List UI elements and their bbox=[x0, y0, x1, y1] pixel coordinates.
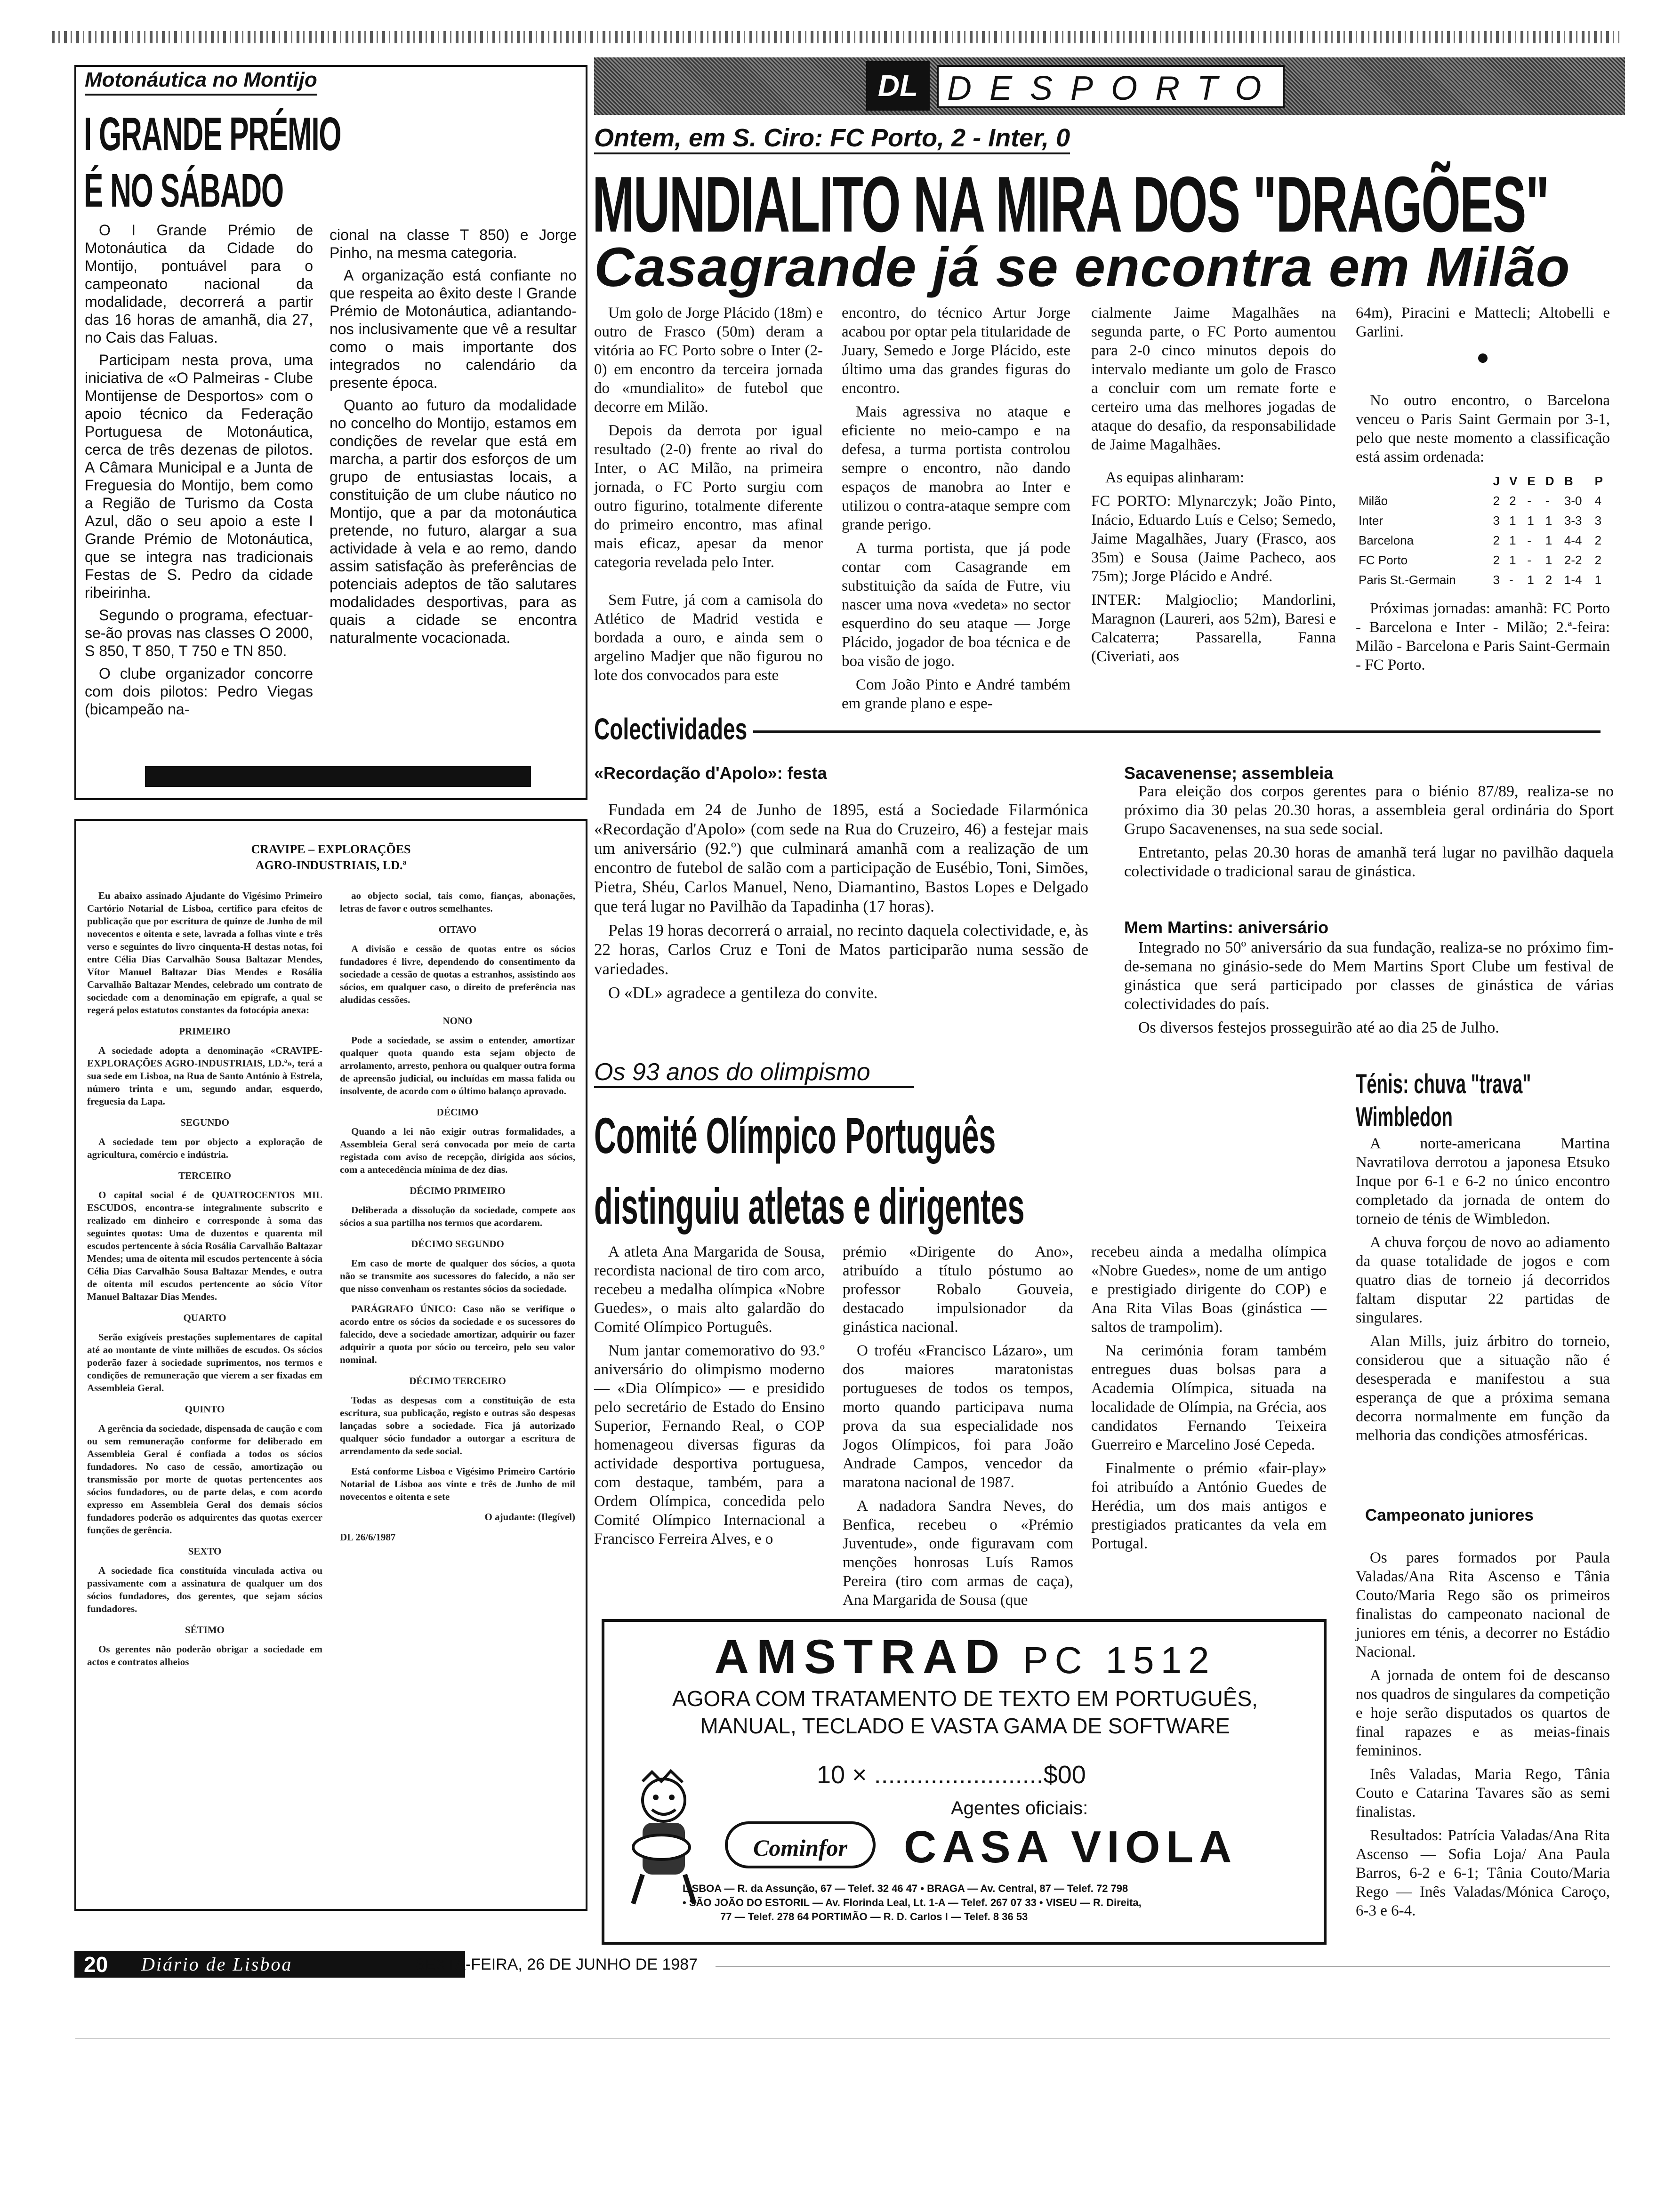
recordacao-title: «Recordação d'Apolo»: festa bbox=[594, 763, 827, 783]
olimpismo-title-2: distinguiu atletas e dirigentes bbox=[594, 1178, 1025, 1234]
mundialito-col3: cialmente Jaime Magalhães na segunda parte, o FC Porto aumentou para 2-0 cinco minutos depois do intervalo mediante um golo de Frasco a concluir com um remate forte e certeiro uma das melhores jogadas de ataque do desafio, da responsabilidade de Jaime Magalhães. As equipas alinharam: FC PORTO: Mlynarczyk; João Pinto, Inácio, Eduardo Luís e Celso; Semedo, Jaime Magalhães, Juary (Frasco, aos 35m) e Sousa (Jaime Pacheco, aos 75m); Jorge Plácido e André. INTER: Malgioclio; Mandorlini, Maragnon (Laureri, aos 52m), Baresi e Calcaterra; Passarella, Fanna (Civeriati, aos bbox=[1091, 305, 1336, 665]
ad-agents-label: Agentes oficiais: bbox=[951, 1798, 1088, 1819]
sacavenense-text: Para eleição dos corpos gerentes para o biénio 87/89, realiza-se no próximo dia 30 pelas 20.30 horas, a assembleia geral ordinária do Sport Grupo Sacavenenses, na sua sede social. Entretanto, pelas 20.30 horas de amanhã terá lugar no pavilhão daquela colectividade o tradicional sarau de ginástica. bbox=[1124, 783, 1614, 880]
ad-brand bbox=[612, 1629, 1318, 1684]
motonautica-kicker: Motonáutica no Montijo bbox=[85, 68, 317, 96]
mundialito-col2: encontro, do técnico Artur Jorge acabou por optar pela titularidade de Juary, Semedo e Jorge Plácido, este último uma das grandes figuras do encontro. Mais agressiva no ataque e eficiente no meio-campo e na defesa, a turma portista controlou sempre o encontro, não dando espaços de manobra ao Inter e utilizou o contra-ataque sempre com grande perigo. A turma portista, que já pode contar com Casagrande em substituição da saída de Futre, viu nascer uma nova «vedeta» no sector esquerdino do seu ataque — Jorge Plácido, jogador de boa técnica e de boa visão de jogo. Com João Pinto e André também em grande plano e espe- bbox=[842, 305, 1070, 712]
footer-page-number: 20 bbox=[84, 1952, 108, 1977]
olimpismo-col2: prémio «Dirigente do Ano», atribuído a título póstumo ao professor Robalo Gouveia, destacado impulsionador da ginástica nacional. O troféu «Francisco Lázaro», um dos maiores maratonistas portugueses de todos os tempos, morto quando participava numa prova da sua especialidade nos Jogos Olímpicos, foi para João Andrade Campos, vencedor da maratona nacional de 1987. A nadadora Sandra Neves, do Benfica, recebeu o «Prémio Juventude», onde figuravam com menções honrosas Luís Ramos Pereira (tiro com armas de caça), Ana Margarida de Sousa (que bbox=[843, 1243, 1073, 1609]
olimpismo-kicker: Os 93 anos do olimpismo bbox=[594, 1058, 914, 1088]
standings-header: J V E D B P bbox=[1493, 474, 1603, 488]
table-row: FC Porto 2 1 - 1 2-2 2 bbox=[1359, 553, 1602, 567]
juniores-title: Campeonato juniores bbox=[1365, 1506, 1534, 1524]
ad-model: PC 1512 bbox=[1023, 1639, 1216, 1681]
sacavenense-title: Sacavenense; assembleia bbox=[1124, 763, 1334, 783]
tenis-title-1: Ténis: chuva "trava" bbox=[1356, 1069, 1531, 1099]
olimpismo-col3: recebeu ainda a medalha olímpica «Nobre Guedes», nome de um antigo e prestigiado dirigente do COP) e Ana Rita Vilas Boas (ginástica — saltos de trampolim). Na cerimónia foram também entregues duas bolsas para a Academia Olímpica, situada na localidade de Olímpia, na Grécia, aos candidatos Fernando Teixeira Guerreiro e Marcelino José Cepeda. Finalmente o prémio «fair-play» foi atribuído a António Guedes de Herédia, um dos mais antigos e prestigiados praticantes da vela em Portugal. bbox=[1091, 1243, 1327, 1552]
bottom-faint-line bbox=[75, 2038, 1610, 2039]
ad-line-1: AGORA COM TRATAMENTO DE TEXTO EM PORTUGUÊS, bbox=[672, 1686, 1258, 1711]
tenis-title-2: Wimbledon bbox=[1356, 1102, 1453, 1132]
legal-col-left: Eu abaixo assinado Ajudante do Vigésimo Primeiro Cartório Notarial de Lisboa, certifico para efeitos de publicação que por escritura de quinze de Junho de mil novecentos e oitenta e sete, lavrada a folhas vinte e três verso e seguintes do livro cinquenta-H destas notas, foi entre Célia Dias Carvalhão Sousa Baltazar Mendes, Vítor Manuel Baltazar Dias Mendes e Rosália Carvalhão Baltazar Mendes, celebrado um contrato de sociedade com a denominação em epígrafe, a qual se regerá pelos estatutos constantes da fotocópia anexa: PRIMEIRO A sociedade adopta a denominação «CRAVIPE-EXPLORAÇÕES AGRO-INDUSTRIAIS, LD.ª», terá a sua sede em Lisboa, na Rua de Santo António à Estrela, número trinta e um, segundo andar, esquerdo, freguesia da Lapa. SEGUNDO A sociedade tem por objecto a exploração de agricultura, comércio e indústria. TERCEIRO O capital social é de QUATROCENTOS MIL ESCUDOS, encontra-se integralmente subscrito e realizado em dinheiro e corresponde à soma das seguintes quotas: Uma de duzentos e quarenta mil escudos pertencente à sócia Rosália Carvalhão Baltazar Mendes; uma de oitenta mil escudos pertencente à sócia Célia Dias Carvalhão Sousa Baltazar Mendes, e outra de oitenta mil escudos pertencente ao sócio Vítor Manuel Baltazar Dias Mendes. QUARTO Serão exigíveis prestações suplementares de capital até ao montante de vinte milhões de escudos. Os sócios poderão fazer à sociedade suprimentos, nos termos e condições de remuneração que vierem a ser fixadas em Assembleia Geral. QUINTO A gerência da sociedade, dispensada de caução e com ou sem remuneração conforme for deliberado em Assembleia Geral é confiada a todos os sócios fundadores. No caso de cessão, amortização ou transmissão por morte de quotas pertencentes aos sócios fundadores, ou de parte delas, e com acordo expresso em Assembleia Geral dos demais sócios fundadores poderão os adquirentes das quotas exercer funções de gerência. SEXTO A sociedade fica constituída vinculada activa ou passivamente com a assinatura de qualquer um dos sócios fundadores, dos gerentes, que sejam sócios fundadores. SÉTIMO Os gerentes não poderão obrigar a sociedade em actos e contratos alheios bbox=[87, 890, 322, 1667]
colectividades-rule bbox=[753, 730, 1601, 733]
table-row: Paris St.-Germain 3 - 1 2 1-4 1 bbox=[1359, 573, 1602, 587]
bullet-dot bbox=[1478, 353, 1488, 363]
ad-address-2: • SÃO JOÃO DO ESTORIL — Av. Florinda Leal, Lt. 1-A — Telef. 267 07 33 • VISEU — R. Direita, bbox=[683, 1897, 1142, 1908]
legal-col-right: ao objecto social, tais como, fianças, abonações, letras de favor e outros semelhantes. OITAVO A divisão e cessão de quotas entre os sócios fundadores é livre, dependendo do consentimento da sociedade a cessão de quotas a estranhos, assistindo aos sócios, em qualquer caso, o direito de preferência nas aludidas cessões. NONO Pode a sociedade, se assim o entender, amortizar qualquer quota quando esta sejam objecto de arrolamento, arresto, penhora ou qualquer outra forma de apreensão judicial, ou incluídas em massa falida ou insolvente, de acordo com o último balanço aprovado. DÉCIMO Quando a lei não exigir outras formalidades, a Assembleia Geral será convocada por meio de carta registada com aviso de recepção, dirigida aos sócios, com a antecedência mínima de dez dias. DÉCIMO PRIMEIRO Deliberada a dissolução da sociedade, compete aos sócios a sua partilha nos termos que acordarem. DÉCIMO SEGUNDO Em caso de morte de qualquer dos sócios, a quota não se transmite aos sucessores do falecido, a não ser que nisso convenham os restantes sócios da sociedade. PARÁGRAFO ÚNICO: Caso não se verifique o acordo entre os sócios da sociedade e os sucessores do falecido, deve a sociedade amortizar, adquirir ou fazer adquirir a quota por sócio ou terceiro, pelo seu valor nominal. DÉCIMO TERCEIRO Todas as despesas com a constituição de esta escritura, sua publicação, registo e outras são despesas lançadas sobre a sociedade. Fica já autorizado qualquer sócio fundador a outorgar a escritura de arrendamento da sede social. Está conforme Lisboa e Vigésimo Primeiro Cartório Notarial de Lisboa aos vinte e três de Junho de mil novecentos e oitenta e sete O ajudante: (Ilegível) DL 26/6/1987 bbox=[340, 890, 575, 1543]
mundialito-title: MUNDIALITO NA MIRA DOS "DRAGÕES" bbox=[592, 160, 1549, 248]
table-row: Barcelona 2 1 - 1 4-4 2 bbox=[1359, 533, 1602, 547]
ad-address-3: 77 — Telef. 278 64 PORTIMÃO — R. D. Carlos I — Telef. 8 36 53 bbox=[720, 1911, 1028, 1923]
motonautica-col2: cional na classe T 850) e Jorge Pinho, na mesma categoria. A organização está confiante no que respeita ao êxito deste I Grande Prémio de Motonáutica, adiantando-nos inclusivamente que vê a resultar como o mais importante dos integrados no calendário da presente época. Quanto ao futuro da modalidade no concelho do Montijo, estamos em condições de revelar que está em marcha, a partir dos esforços de um grupo de entusiastas locais, a constituição de um clube náutico no Montijo, que a par da motonáutica pretende, no futuro, alargar a sua actividade à vela e ao remo, dando assim satisfação às preferências de potenciais adeptos de tão salutares modalidades desportivas, para as quais a cidade se encontra naturalmente vocacionada. bbox=[330, 226, 577, 646]
motonautica-col1: O I Grande Prémio de Motonáutica da Cidade do Montijo, pontuável para o campeonato nacional da modalidade, decorrerá a partir das 16 horas de amanhã, dia 27, no Cais das Faluas. Participam nesta prova, uma iniciativa de «O Palmeiras - Clube Montijense de Desportos» com o apoio técnico da Federação Portuguesa de Motonáutica, cerca de três dezenas de pilotos. A Câmara Municipal e a Junta de Freguesia do Montijo, bem como a Região de Turismo da Costa Azul, dão o seu apoio a este I Grande Prémio de Motonáutica, que se integra nas tradicionais Festas de S. Pedro da cidade ribeirinha. Segundo o programa, efectuar-se-ão provas nas classes O 2000, S 850, T 850, T 750 e TN 850. O clube organizador concorre com dois pilotos: Pedro Viegas (bicampeão na- bbox=[85, 222, 313, 718]
section-title-boxes bbox=[937, 65, 1285, 108]
table-row: Milão 2 2 - - 3-0 4 bbox=[1359, 494, 1602, 508]
motonautica-black-bar bbox=[145, 766, 531, 787]
footer-rule bbox=[716, 1966, 1610, 1967]
standings-table bbox=[1356, 471, 1610, 590]
ad-dealer: CASA VIOLA bbox=[904, 1822, 1238, 1872]
ad-price: 10 × ........................$00 bbox=[817, 1761, 1086, 1789]
tenis-text: A norte-americana Martina Navratilova derrotou a japonesa Etsuko Inque por 6-1 e 6-2 no único encontro completado da jornada de ontem do torneio de ténis de Wimbledon. A chuva forçou de novo ao adiamento da quase totalidade de jogos e com quatro dias de torneio já decorridos faltam disputar 22 partidas de singulares. Alan Mills, juiz árbitro do torneio, considerou que a situação não é desesperada e manifestou a sua esperança de que a próxima semana decorra normalmente em função da melhoria das condições atmosféricas. bbox=[1356, 1135, 1610, 1444]
section-logo: DL bbox=[866, 61, 930, 111]
olimpismo-col1: A atleta Ana Margarida de Sousa, recordista nacional de tiro com arco, recebeu a medalha olímpica «Nobre Guedes», o mais alto galardão do Comité Olímpico Português. Num jantar comemorativo do 93.º aniversário do olimpismo moderno — «Dia Olímpico» — e presidido pelo secretário de Estado do Ensino Superior, Fernando Real, o COP homenageou diversas figuras da actividade desportiva portuguesa, com destaque, também, para a Ordem Olímpica, concedida pelo Comité Olímpico Internacional a Francisco Ferreira Alves, e o bbox=[594, 1243, 825, 1547]
colectividades-header: Colectividades bbox=[594, 712, 748, 746]
mundialito-subtitle: Casagrande já se encontra em Milão bbox=[594, 236, 1570, 298]
ad-line-2: MANUAL, TECLADO E VASTA GAMA DE SOFTWARE bbox=[700, 1714, 1230, 1738]
top-print-strip bbox=[52, 31, 1619, 43]
table-row: Inter 3 1 1 1 3-3 3 bbox=[1359, 513, 1602, 528]
juniores-text: Os pares formados por Paula Valadas/Ana Rita Ascenso e Tânia Couto/Maria Rego são os primeiros finalistas do campeonato nacional de juniores em ténis, a decorrer no Estádio Nacional. A jornada de ontem foi de descanso nos quadros de singulares da competição e hoje serão disputados os quartos de final rapazes e as meias-finais femininos. Inês Valadas, Maria Rego, Tânia Couto e Catarina Tavares são as semi finalistas. Resultados: Patrícia Valadas/Ana Rita Ascenso — Sofia Loja/ Ana Paula Barros, 6-2 e 6-1; Tânia Couto/Maria Rego — Inês Valadas/Mónica Caroço, 6-3 e 6-4. bbox=[1356, 1549, 1610, 1919]
mundialito-col4: 64m), Piracini e Mattecli; Altobelli e Garlini. No outro encontro, o Barcelona venceu o Paris Saint Germain por 3-1, pelo que neste momento a classificação está assim ordenada: J V E D B P Milão 2 2 - - 3-0 4 Inter 3 1 1 1 3-3 3 Barcelona 2 1 - 1 4-4 2 FC Porto 2 1 - 1 2-2 2 Paris St.-Germain 3 - 1 2 1-4 1 Próximas jornadas: amanhã: FC Porto - Barcelona e Inter - Milão; 2.ª-feira: Milão - Barcelona e Paris Saint-Germain - FC Porto. bbox=[1356, 305, 1610, 673]
mem-martins-title: Mem Martins: aniversário bbox=[1124, 918, 1329, 937]
mundialito-kicker: Ontem, em S. Ciro: FC Porto, 2 - Inter, 0 bbox=[594, 123, 1070, 154]
ad-address-1: LISBOA — R. da Assunção, 67 — Telef. 32 46 47 • BRAGA — Av. Central, 87 — Telef. 72 798 bbox=[683, 1883, 1128, 1894]
legal-title-2: AGRO-INDUSTRIAIS, LD.ª bbox=[255, 858, 407, 872]
ad-brand-name: AMSTRAD bbox=[714, 1630, 1007, 1683]
footer-date: SEXTA-FEIRA, 26 DE JUNHO DE 1987 bbox=[414, 1956, 698, 1973]
motonautica-title-2: É NO SÁBADO bbox=[84, 164, 283, 217]
mundialito-col1: Um golo de Jorge Plácido (18m) e outro de Frasco (50m) deram a vitória ao FC Porto sobre o Inter (2-0) em encontro da terceira jornada do «mundialito» de futebol que decorre em Milão. Depois da derrota por igual resultado (2-0) frente ao rival do Inter, o AC Milão, na primeira jornada, o FC Porto surgiu com outro figurino, totalmente diferente do primeiro encontro, mas afinal mais eficaz, apesar da menor categoria revelada pelo Inter. Sem Futre, já com a camisola do Atlético de Madrid vestida e bordada a ouro, e ainda sem o argelino Madjer que não figurou no lote dos convocados para este bbox=[594, 305, 823, 684]
legal-title-1: CRAVIPE – EXPLORAÇÕES bbox=[251, 842, 411, 856]
section-title: DESPORTO bbox=[937, 65, 1285, 108]
recordacao-text: Fundada em 24 de Junho de 1895, está a Sociedade Filarmónica «Recordação d'Apolo» (com sede na Rua do Cruzeiro, 46) a festejar mais um aniversário (92.º) que culminará amanhã com a realização de um encontro de futebol de salão com a participação de Eusébio, Toni, Simões, Pietra, Shéu, Carlos Manuel, Neno, Diamantino, Bastos Lopes e Delgado que terá lugar no Pavilhão da Tapadinha (17 horas). Pelas 19 horas decorrerá o arraial, no recinto daquela colectividade, e, às 22 horas, Carlos Cruz e Toni de Matos participarão numa sessão de variedades. O «DL» agradece a gentileza do convite. bbox=[594, 801, 1088, 1002]
cominfor-logo: Cominfor bbox=[725, 1821, 876, 1868]
motonautica-title-1: I GRANDE PRÉMIO bbox=[84, 108, 341, 160]
footer-paper-name: Diário de Lisboa bbox=[141, 1954, 293, 1975]
mem-martins-text: Integrado no 50º aniversário da sua fundação, realiza-se no próximo fim-de-semana no ginásio-sede do Mem Martins Sport Clube um festival de ginástica que será participado por classes de ginástica de várias colectividades do país. Os diversos festejos prosseguirão até ao dia 25 de Julho. bbox=[1124, 939, 1614, 1036]
olimpismo-title-1: Comité Olímpico Português bbox=[594, 1107, 996, 1164]
